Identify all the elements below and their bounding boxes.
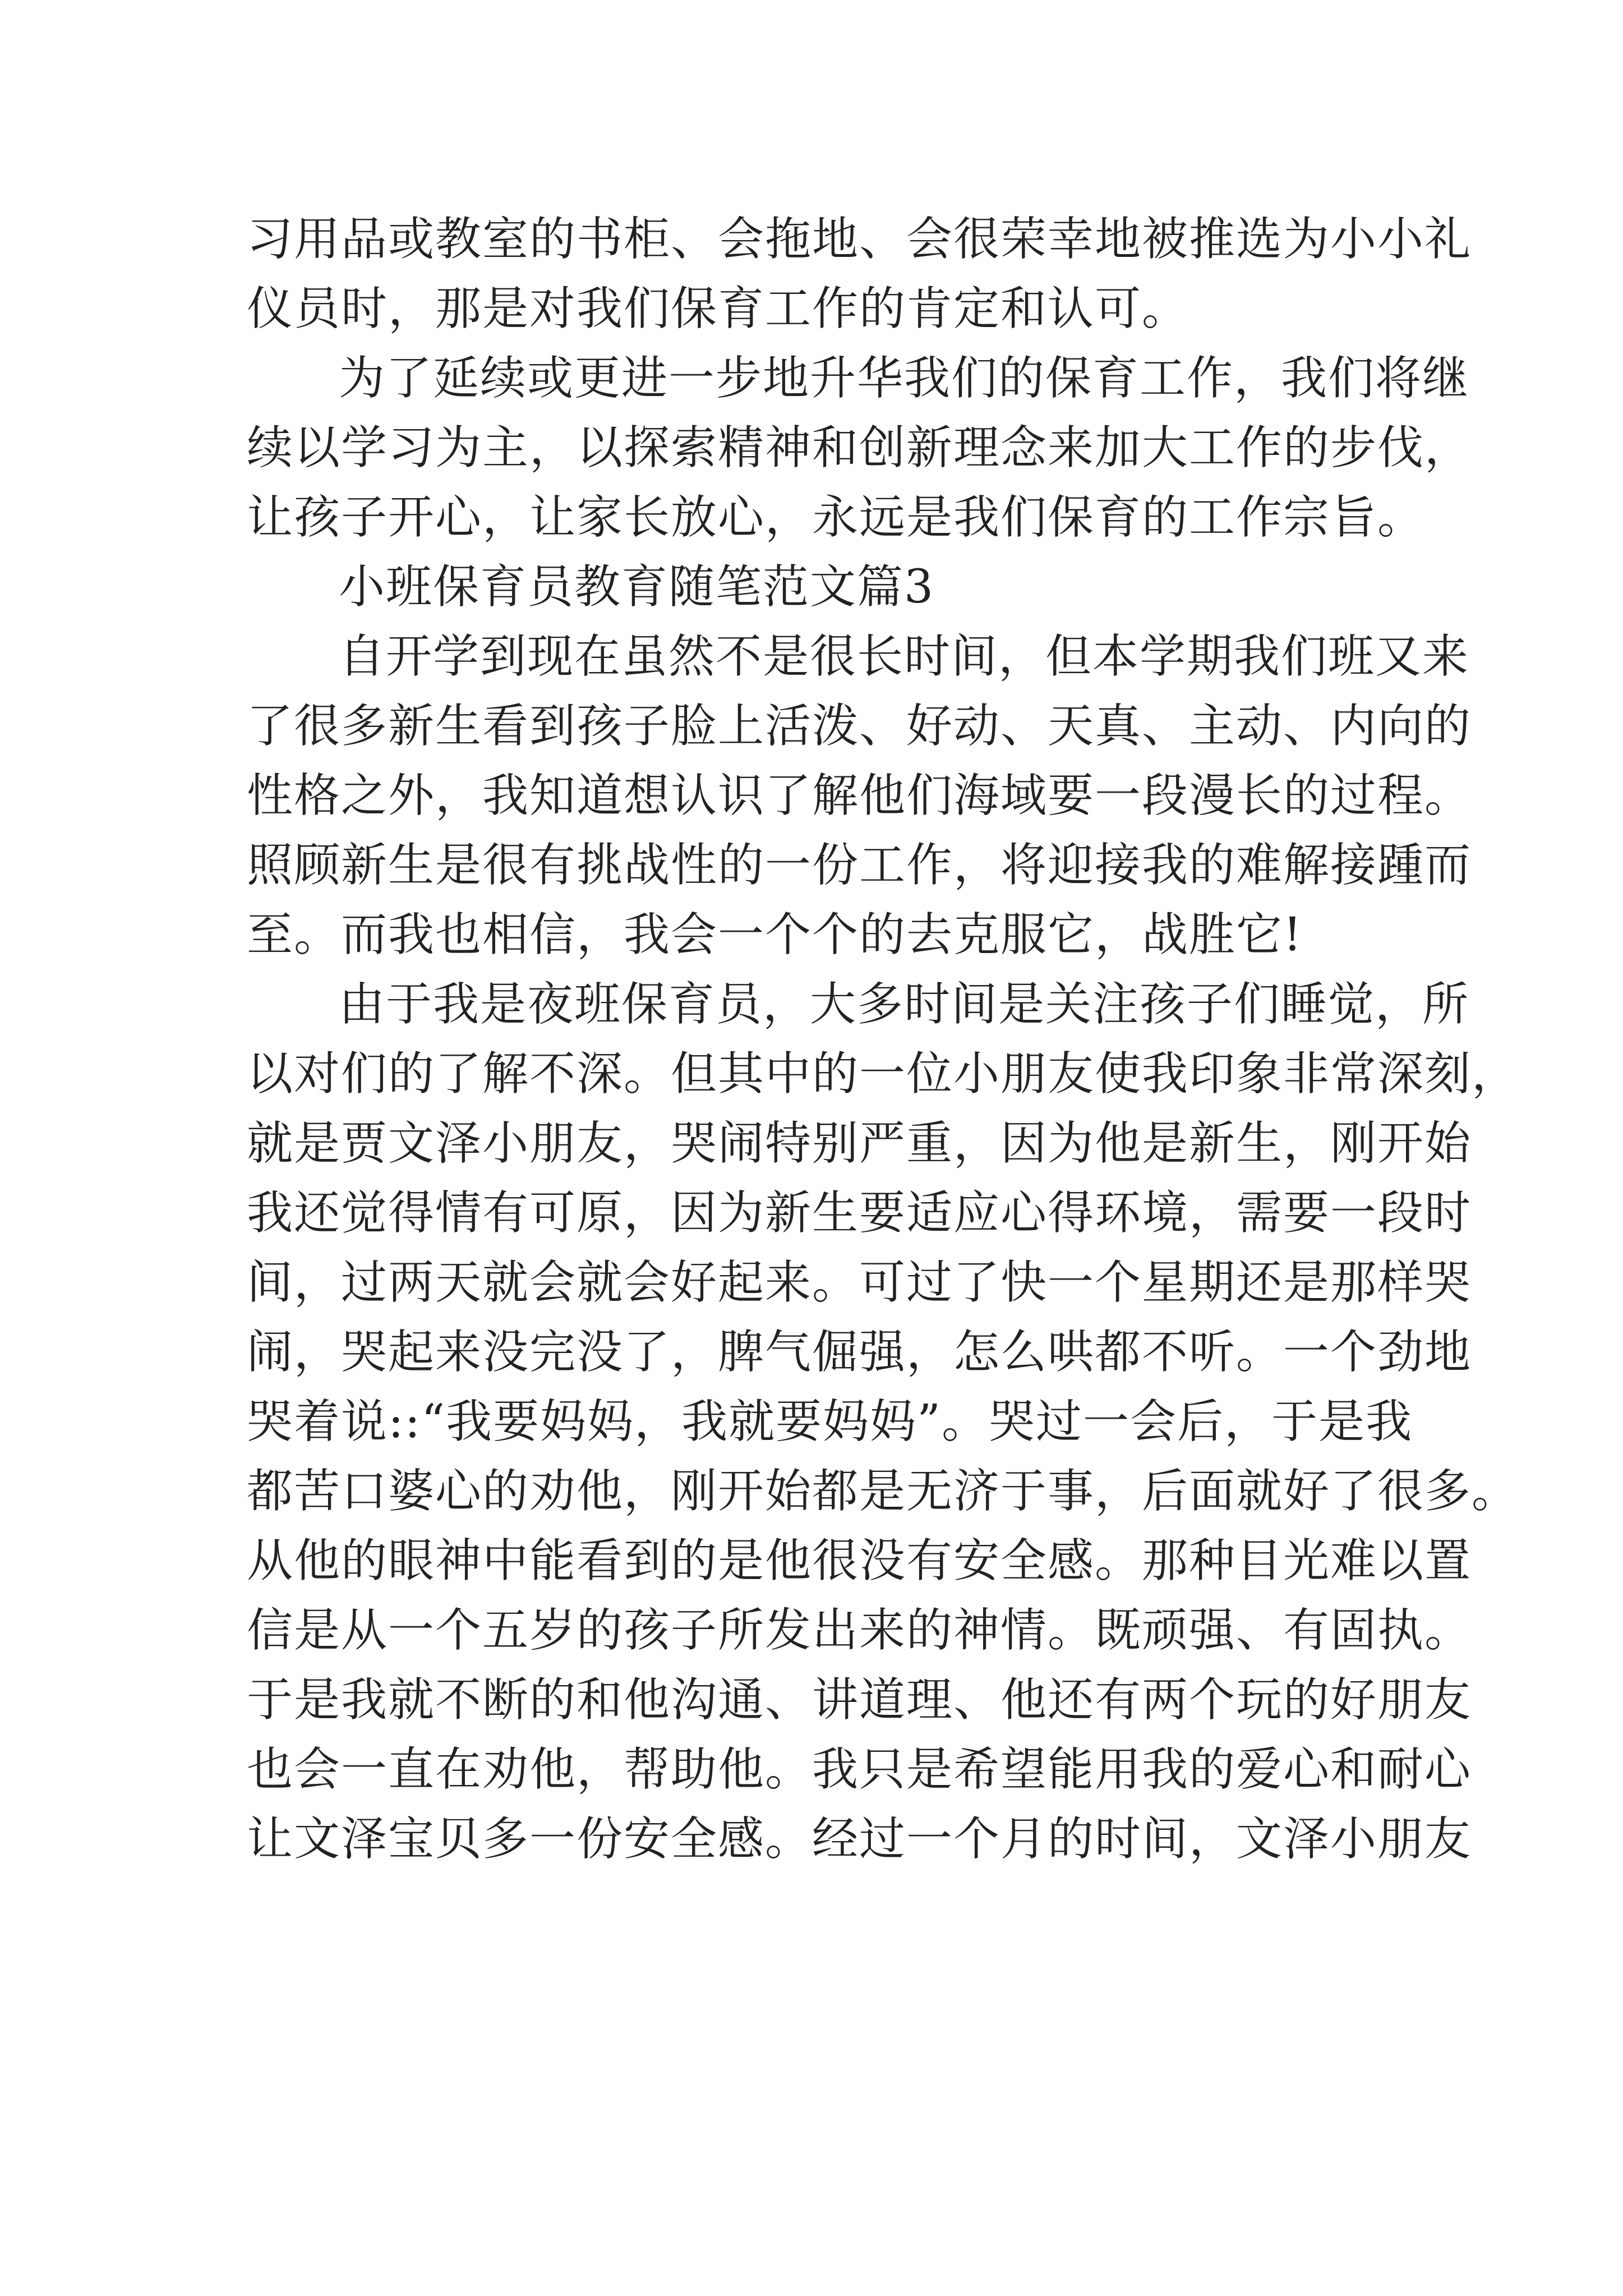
text-line-14: 就是贾文泽小朋友，哭闹特别严重，因为他是新生，刚开始 (247, 1117, 1472, 1170)
text-line-15: 我还觉得情有可原，因为新生要适应心得环境，需要一段时 (247, 1186, 1472, 1240)
text-line-11: 至。而我也相信，我会一个个的去克服它，战胜它! (247, 908, 1303, 961)
text-line-5: 让孩子开心，让家长放心，永远是我们保育的工作宗旨。 (247, 491, 1425, 544)
section-heading: 小班保育员教育随笔范文篇3 (339, 560, 935, 614)
text-line-4: 续以学习为主，以探索精神和创新理念来加大工作的步伐， (247, 421, 1472, 475)
text-line-3: 为了延续或更进一步地升华我们的保育工作，我们将继 (339, 352, 1470, 405)
text-line-22: 于是我就不断的和他沟通、讲道理、他还有两个玩的好朋友 (247, 1673, 1472, 1727)
text-line-9: 性格之外，我知道想认识了解他们海域要一段漫长的过程。 (247, 769, 1472, 822)
text-line-18: 哭着说::“我要妈妈，我就要妈妈”。哭过一会后，于是我 (247, 1395, 1413, 1448)
text-line-10: 照顾新生是很有挑战性的一份工作，将迎接我的难解接踵而 (247, 839, 1472, 892)
text-line-21: 信是从一个五岁的孩子所发出来的神情。既顽强、有固执。 (247, 1604, 1472, 1657)
text-line-13: 以对们的了解不深。但其中的一位小朋友使我印象非常深刻， (247, 1047, 1519, 1101)
text-line-1: 习用品或教室的书柜、会拖地、会很荣幸地被推选为小小礼 (247, 213, 1472, 266)
text-line-19: 都苦口婆心的劝他，刚开始都是无济于事，后面就好了很多。 (247, 1465, 1519, 1518)
text-line-16: 间，过两天就会就会好起来。可过了快一个星期还是那样哭 (247, 1256, 1472, 1309)
text-line-7: 自开学到现在虽然不是很长时间，但本学期我们班又来 (339, 630, 1470, 683)
text-line-24: 让文泽宝贝多一份安全感。经过一个月的时间，文泽小朋友 (247, 1812, 1472, 1866)
text-line-20: 从他的眼神中能看到的是他很没有安全感。那种目光难以置 (247, 1534, 1472, 1588)
document-body (247, 205, 1519, 1874)
text-line-8: 了很多新生看到孩子脸上活泼、好动、天真、主动、内向的 (247, 700, 1472, 753)
text-line-23: 也会一直在劝他，帮助他。我只是希望能用我的爱心和耐心 (247, 1743, 1472, 1796)
text-line-2: 仪员时，那是对我们保育工作的肯定和认可。 (247, 282, 1189, 335)
text-line-12: 由于我是夜班保育员，大多时间是关注孩子们睡觉，所 (339, 978, 1470, 1031)
text-line-17: 闹，哭起来没完没了，脾气倔强，怎么哄都不听。一个劲地 (247, 1326, 1472, 1379)
